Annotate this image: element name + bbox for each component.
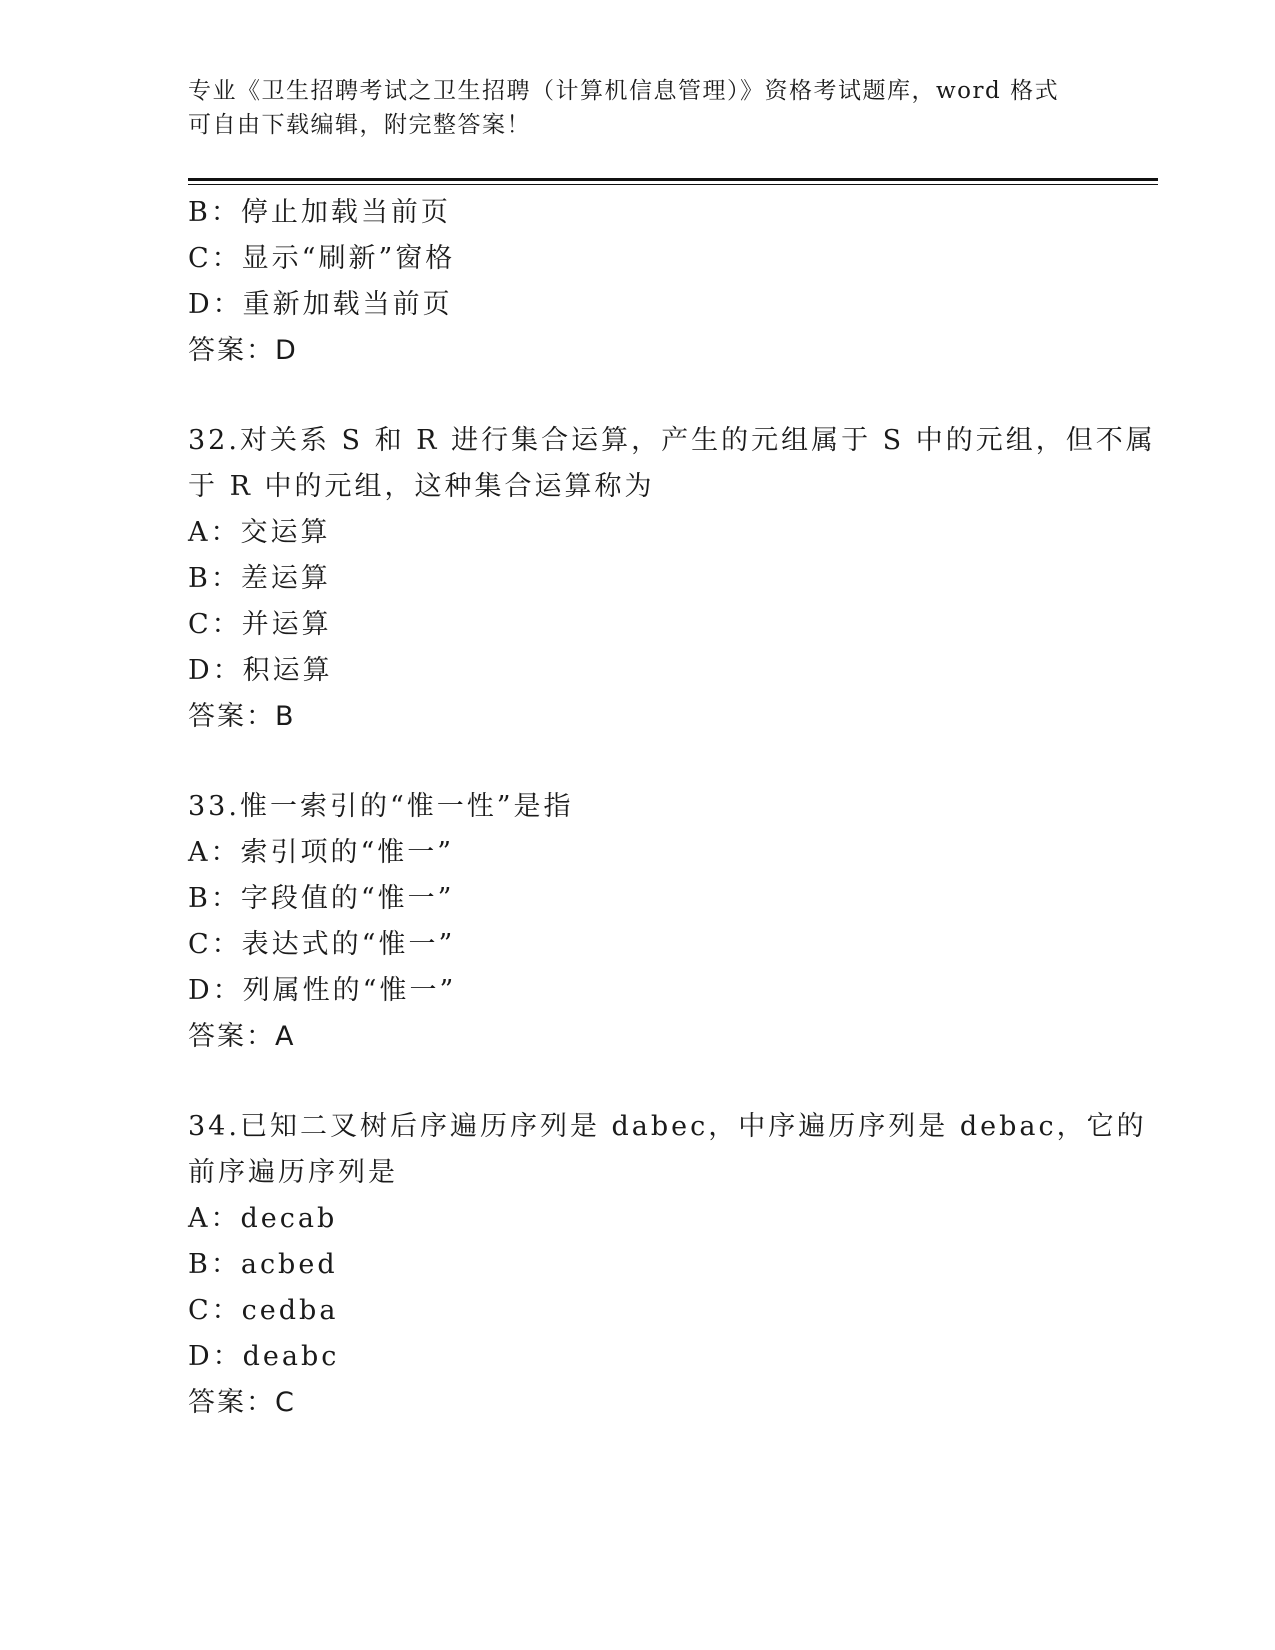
answer: 答案：B (188, 701, 296, 732)
question-31 (188, 190, 1088, 374)
document-header (188, 74, 1068, 142)
question-stem: 33.惟一索引的“惟一性”是指 (188, 791, 574, 822)
header-rule-thick (188, 178, 1158, 181)
option-c: C：显示“刷新”窗格 (188, 243, 456, 274)
header-line-1: 专业《卫生招聘考试之卫生招聘（计算机信息管理）》资格考试题库，word 格式 (188, 78, 1060, 104)
option-b: B：字段值的“惟一” (188, 883, 455, 914)
question-32 (188, 418, 1156, 740)
answer: 答案：D (188, 335, 298, 366)
option-d: D：deabc (188, 1341, 340, 1372)
question-stem-continued: 前序遍历序列是 (188, 1157, 398, 1188)
option-c: C：cedba (188, 1295, 339, 1326)
header-line-2: 可自由下载编辑，附完整答案！ (188, 112, 531, 138)
option-c: C：并运算 (188, 609, 332, 640)
question-stem: 32.对关系 S 和 R 进行集合运算，产生的元组属于 S 中的元组，但不属 (188, 425, 1156, 456)
question-stem: 34.已知二叉树后序遍历序列是 dabec，中序遍历序列是 debac，它的 (188, 1111, 1147, 1142)
option-d: D：列属性的“惟一” (188, 975, 457, 1006)
option-b: B：停止加载当前页 (188, 197, 451, 228)
answer: 答案：C (188, 1387, 296, 1418)
option-a: A：索引项的“惟一” (188, 837, 455, 868)
option-d: D：积运算 (188, 655, 333, 686)
question-34 (188, 1104, 1147, 1426)
answer: 答案：A (188, 1021, 296, 1052)
question-33 (188, 784, 1088, 1060)
option-a: A：交运算 (188, 517, 331, 548)
option-a: A：decab (188, 1203, 338, 1234)
option-b: B：acbed (188, 1249, 338, 1280)
question-list (188, 190, 1156, 1426)
option-c: C：表达式的“惟一” (188, 929, 456, 960)
option-b: B：差运算 (188, 563, 331, 594)
header-rule-thin (188, 184, 1158, 185)
option-d: D：重新加载当前页 (188, 289, 453, 320)
question-stem-continued: 于 R 中的元组，这种集合运算称为 (188, 471, 655, 502)
